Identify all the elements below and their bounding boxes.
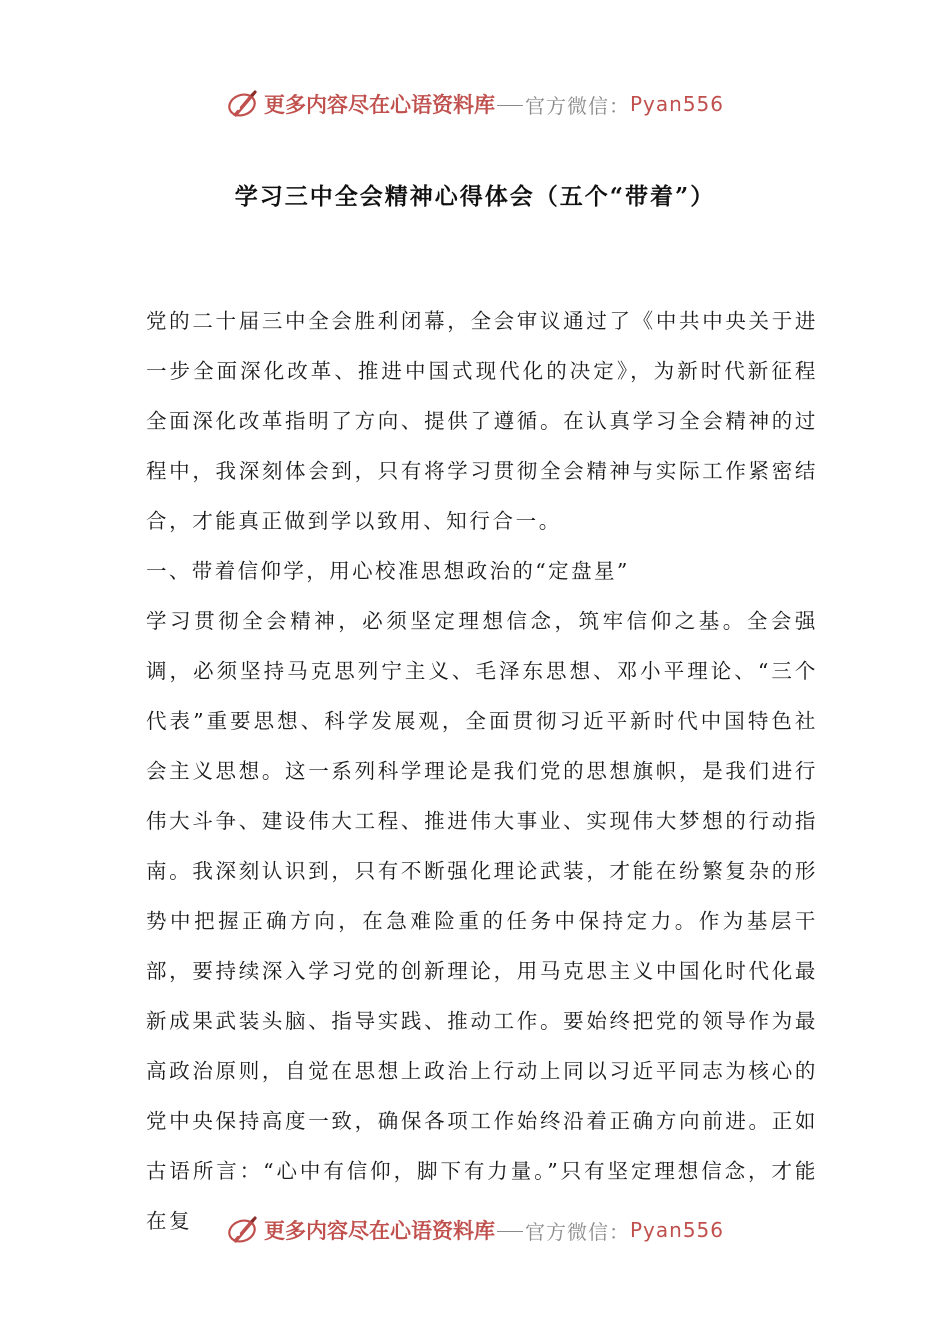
wechat-id: Pyan556 [629,1218,724,1242]
pen-logo-icon [226,1213,260,1247]
header-watermark-banner [0,84,950,124]
pen-logo-icon [226,87,260,121]
wechat-label: 官方微信： [524,93,630,118]
brand-name: 更多内容尽在心语资料库 [263,92,495,117]
divider-line [497,1231,523,1232]
document-title: 学习三中全会精神心得体会（五个“带着”） [234,183,716,210]
divider-line [497,105,523,106]
section-heading: 一、带着信仰学，用心校准思想政治的“定盘星” [146,559,630,583]
brand-name: 更多内容尽在心语资料库 [263,1218,495,1243]
wechat-label: 官方微信： [524,1219,630,1244]
footer-watermark-banner [0,1210,950,1250]
document-body [146,296,818,1246]
intro-paragraph: 党的二十届三中全会胜利闭幕，全会审议通过了《中共中央关于进一步全面深化改革、推进中国式现代化的决定》，为新时代新征程全面深化改革指明了方向、提供了遵循。在认真学习全会精神的过程中，我深刻体会到，只有将学习贯彻全会精神与实际工作紧密结合，才能真正做到学以致用、知行合一。 [146,309,818,533]
section-paragraph: 学习贯彻全会精神，必须坚定理想信念，筑牢信仰之基。全会强调，必须坚持马克思列宁主义、毛泽东思想、邓小平理论、“三个代表”重要思想、科学发展观，全面贯彻习近平新时代中国特色社会主义思想。这一系列科学理论是我们党的思想旗帜，是我们进行伟大斗争、建设伟大工程、推进伟大事业、实现伟大梦想的行动指南。我深刻认识到，只有不断强化理论武装，才能在纷繁复杂的形势中把握正确方向，在急难险重的任务中保持定力。作为基层干部，要持续深入学习党的创新理论，用马克思主义中国化时代化最新成果武装头脑、指导实践、推动工作。要始终把党的领导作为最高政治原则，自觉在思想上政治上行动上同以习近平同志为核心的党中央保持高度一致，确保各项工作始终沿着正确方向前进。正如古语所言：“心中有信仰，脚下有力量。”只有坚定理想信念，才能在复 [146,609,818,1233]
wechat-id: Pyan556 [629,92,724,116]
